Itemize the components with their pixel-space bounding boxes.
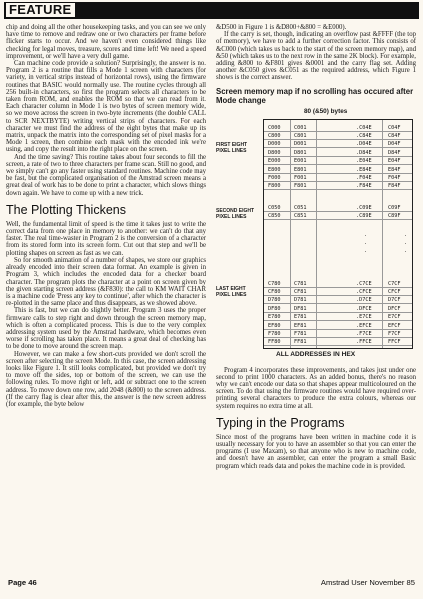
memory-address: .C7CE xyxy=(356,280,372,287)
memory-address: E780 xyxy=(268,314,281,321)
memory-address: .C04E xyxy=(356,124,372,131)
memory-address: .E7CE xyxy=(356,314,372,321)
feature-label: FEATURE xyxy=(6,3,75,17)
heading-plotting-thickens: The Plotting Thickens xyxy=(6,202,126,217)
memory-address: D001 xyxy=(294,141,307,148)
memory-address: EF81 xyxy=(294,322,307,329)
memory-address: .C84E xyxy=(356,133,372,140)
grid-row-divider xyxy=(264,337,412,338)
memory-address: .DFCE xyxy=(356,305,372,312)
memory-address: E000 xyxy=(268,158,281,165)
memory-address: E7CF xyxy=(388,314,401,321)
left-paragraph-4: Well, the fundamental limit of speed is the time it takes just to write the correct data from one place in memory to another: we can't do that any faster. The real time-waster in Program 2 is the conversion of a character from its stored form into its screen form. Cut out that step and we'll be plotting shapes on screen as fast as we can. xyxy=(6,220,206,257)
grid-row-divider xyxy=(264,211,412,212)
feature-banner xyxy=(4,2,419,19)
memory-address: .F04E xyxy=(356,175,372,182)
memory-address: .C89E xyxy=(356,213,372,220)
memory-address: C781 xyxy=(294,280,307,287)
grid-row-divider xyxy=(264,173,412,174)
memory-address: F7CF xyxy=(388,331,401,338)
grid-row-divider xyxy=(264,164,412,165)
memory-address: C7CF xyxy=(388,280,401,287)
memory-address: E001 xyxy=(294,158,307,165)
memory-address: D780 xyxy=(268,297,281,304)
memory-address: F001 xyxy=(294,175,307,182)
continuation-dot: . xyxy=(404,247,408,254)
screen-memory-map-figure xyxy=(216,108,416,367)
memory-address: C04F xyxy=(388,124,401,131)
memory-address: C800 xyxy=(268,133,281,140)
left-paragraph-7: However, we can make a few short-cuts provided we don't scroll the screen after selecting the screen Mode. In this case, the screen addressing looks like Figure 1. It still looks complicated, but provided we don't try to move off the sides, top or bottom of the screen, we can use the following rules. To move right or left, add or subtract one to the screen address. To move down one row, add 2048 (&800) to the screen address. (If the carry flag is clear after this, the answer is the new screen address (for example, the byte below xyxy=(6,350,206,408)
memory-address: C801 xyxy=(294,133,307,140)
right-paragraph-4: Since most of the programs have been written in machine code it is usually necessary for you to have an assembler so that you can enter the programs (I use Maxam), so that anyone who is new to machine code, and doesn't have an assembler, can enter the program a small Basic program which reads data and pokes the machine code in is provided. xyxy=(216,433,416,470)
memory-address: F781 xyxy=(294,331,307,338)
continuation-dot: . xyxy=(364,239,368,246)
memory-address: .D04E xyxy=(356,141,372,148)
memory-address: D801 xyxy=(294,149,307,156)
right-paragraph-2: If the carry is set, though, indicating an overflow past &FFFF (the top of memory), we have to add a further correction factor. This consists of &C000 (which takes us back to the start of the screen memory map), and &50 (which takes us to the next row in the same 2K block). For example, adding &800 to &F801 gives &0001 and the carry flag set. Adding another &C050 gives &C051 as the required address, which Figure 1 shows is the correct answer. xyxy=(216,31,416,82)
memory-address: F000 xyxy=(268,175,281,182)
memory-grid xyxy=(263,119,413,349)
memory-address: F801 xyxy=(294,183,307,190)
memory-address: E84F xyxy=(388,166,401,173)
grid-row-divider xyxy=(264,329,412,330)
memory-address: C850 xyxy=(268,213,281,220)
left-paragraph-6: This is fast, but we can do slightly better. Program 3 uses the proper firmware calls to step right and down through the screen memory map, which is often a complicated process. This is due to the very complex addressing system used by the Amstrad hardware, which becomes even worse if scrolling has taken place. It means a great deal of checking has to be done to move around the screen map. xyxy=(6,307,206,351)
left-paragraph-3: And the time saving? This routine takes about four seconds to fill the screen, a rate of two to three characters per frame scan. Still no good, and we simply can't go any faster using standard routines. Machine code may be fast, but the complicated organisation of the Amstrad screen means a great deal of work has to be done to print a character, which slows things down again. We have to come up with a new trick. xyxy=(6,153,206,197)
left-paragraph-1: chip and doing all the other housekeeping tasks, and you can see we only have time to remove and redraw one or two characters per frame before flicker starts to occur. And we haven't even considered things like checking for legal moves, treasure, scores and time left! We need a speed improvement, or we'll have a very dull game. xyxy=(6,24,206,60)
grid-row-divider xyxy=(264,156,412,157)
memory-address: C851 xyxy=(294,213,307,220)
grid-row-divider xyxy=(264,287,412,288)
right-column xyxy=(216,24,416,566)
heading-typing-programs: Typing in the Programs xyxy=(216,415,345,430)
grid-row-divider xyxy=(264,295,412,296)
left-paragraph-2: Can machine code provide a solution? Surprisingly, the answer is no. Program 2 is a routine that fills a Mode 1 screen with characters (for variety, in vertical strips instead of horizontal rows), using the firmware routines that BASIC would normally use. The routine cycles through all 256 built-in characters, so first the program selects all characters to be taken from ROM, and enables the ROM so that we can read from it. Each character column in Mode 1 is two bytes of screen memory wide, so we move across the screen in two-byte increments (the double CALL to SCR NEXTBYTE) writing vertical strips of characters. For each character we must find the address of the eight bytes that make up its matrix, unpack the matrix into the corresponding set of pixel masks for a Mode 1 screen, then combine each mask with the encoded ink we're using, and copy the result into the right place on the screen. xyxy=(6,60,206,154)
label-first-eight-lines: FIRST EIGHT PIXEL LINES xyxy=(216,141,248,154)
memory-address: C89F xyxy=(388,213,401,220)
grid-row-divider xyxy=(264,312,412,313)
figure-footnote: ALL ADDRESSES IN HEX xyxy=(276,350,356,358)
memory-address: E04F xyxy=(388,158,401,165)
grid-row-divider xyxy=(264,303,412,304)
issue-info: Amstrad User November 85 xyxy=(320,578,415,587)
left-paragraph-5: So for smooth animation of a number of shapes, we store our graphics already encoded into their screen data format. An example is given in Program 3, which includes the encoded data for a checker board character. The program plots the character at a point on screen given by the given starting screen address (&F830): the call to KM WAIT CHAR is a machine code 'Press any key to continue', after which the character is re-plotted in the same place and thus disappears, as we showed above. xyxy=(6,256,206,308)
figure-width-label: 80 (&50) bytes xyxy=(304,107,348,115)
memory-address: DF81 xyxy=(294,305,307,312)
memory-address: D04F xyxy=(388,141,401,148)
memory-address: CFCF xyxy=(388,289,401,296)
right-paragraph-3: Program 4 incorporates these improvements, and takes just under one second to print 1000 characters. As an added bonus, there's no reason why we can't encode our data so that shapes appear multicoloured on the screen. To do that using the firmware routines would have required over-printing several characters to produce the extra colours, whereas our system requires no extra time at all. xyxy=(216,366,416,410)
memory-address: EFCF xyxy=(388,322,401,329)
grid-column-divider xyxy=(382,120,383,348)
memory-address: FF81 xyxy=(294,339,307,346)
memory-address: C09F xyxy=(388,204,401,211)
memory-address: .FFCE xyxy=(356,339,372,346)
memory-address: D84F xyxy=(388,149,401,156)
memory-address: .E04E xyxy=(356,158,372,165)
memory-address: F84F xyxy=(388,183,401,190)
memory-address: .E84E xyxy=(356,166,372,173)
memory-address: C780 xyxy=(268,280,281,287)
label-second-eight-lines: SECOND EIGHT PIXEL LINES xyxy=(216,207,255,220)
memory-address: DF80 xyxy=(268,305,281,312)
label-last-eight-lines: LAST EIGHT PIXEL LINES xyxy=(216,285,247,298)
grid-column-divider xyxy=(290,120,291,348)
memory-address: E800 xyxy=(268,166,281,173)
grid-row-divider xyxy=(264,345,412,346)
memory-address: F04F xyxy=(388,175,401,182)
continuation-dot: . xyxy=(404,239,408,246)
memory-address: E781 xyxy=(294,314,307,321)
grid-row-divider xyxy=(264,320,412,321)
memory-address: .D84E xyxy=(356,149,372,156)
memory-address: .EFCE xyxy=(356,322,372,329)
grid-row-divider xyxy=(264,147,412,148)
memory-address: .CFCE xyxy=(356,289,372,296)
memory-address: FFCF xyxy=(388,339,401,346)
memory-address: FF80 xyxy=(268,339,281,346)
grid-row-divider xyxy=(264,181,412,182)
memory-address: C050 xyxy=(268,204,281,211)
memory-address: .D7CE xyxy=(356,297,372,304)
memory-address: .F7CE xyxy=(356,331,372,338)
continuation-dot: . xyxy=(404,231,408,238)
left-column xyxy=(6,24,206,566)
memory-address: E801 xyxy=(294,166,307,173)
grid-row-divider xyxy=(264,131,412,132)
continuation-dot: . xyxy=(364,247,368,254)
figure-title: Screen memory map if no scrolling has occured after Mode change xyxy=(216,86,414,105)
grid-row-divider xyxy=(264,219,412,220)
memory-address: CF80 xyxy=(268,289,281,296)
memory-address: C84F xyxy=(388,133,401,140)
grid-row-divider xyxy=(264,189,412,190)
memory-address: C051 xyxy=(294,204,307,211)
memory-address: DFCF xyxy=(388,305,401,312)
memory-address: C001 xyxy=(294,124,307,131)
memory-address: .C09E xyxy=(356,204,372,211)
memory-address: EF80 xyxy=(268,322,281,329)
memory-address: D000 xyxy=(268,141,281,148)
memory-address: D7CF xyxy=(388,297,401,304)
memory-address: .F84E xyxy=(356,183,372,190)
memory-address: C000 xyxy=(268,124,281,131)
memory-address: CF81 xyxy=(294,289,307,296)
memory-address: F780 xyxy=(268,331,281,338)
grid-row-divider xyxy=(264,139,412,140)
right-paragraph-1: &D500 in Figure 1 is &D800+&800 = &E000). xyxy=(216,24,347,31)
page-number: Page 46 xyxy=(8,578,37,587)
memory-address: D781 xyxy=(294,297,307,304)
grid-column-divider xyxy=(316,120,317,348)
memory-address: F800 xyxy=(268,183,281,190)
continuation-dot: . xyxy=(364,231,368,238)
memory-address: D800 xyxy=(268,149,281,156)
